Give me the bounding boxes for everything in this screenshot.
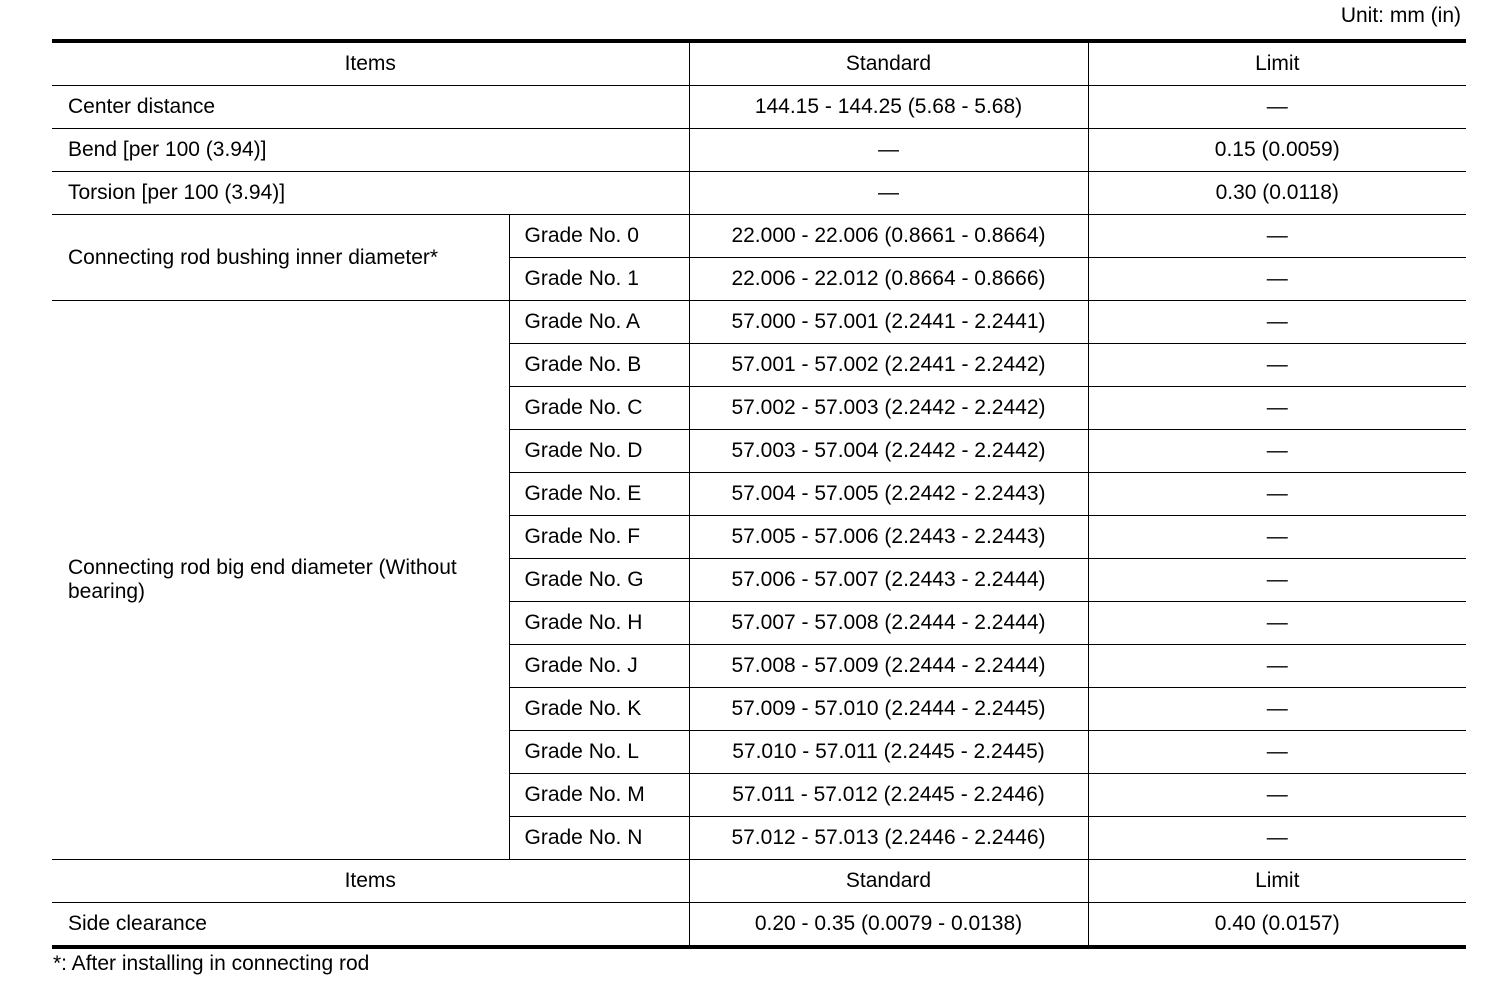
row-limit: 0.40 (0.0157) [1088,903,1466,948]
row-standard: — [689,129,1088,172]
header-limit: Limit [1088,41,1466,86]
grade-limit: — [1088,215,1466,258]
grade-limit: — [1088,774,1466,817]
grade-limit: — [1088,602,1466,645]
grade-label: Grade No. F [509,516,689,559]
table-row-side-clearance [52,903,1466,948]
table-header-row [52,41,1466,86]
row-limit: 0.30 (0.0118) [1088,172,1466,215]
grade-standard: 57.012 - 57.013 (2.2446 - 2.2446) [689,817,1088,860]
grade-label: Grade No. D [509,430,689,473]
row-item: Torsion [per 100 (3.94)] [52,172,689,215]
grade-standard: 57.006 - 57.007 (2.2443 - 2.2444) [689,559,1088,602]
grade-label: Grade No. 1 [509,258,689,301]
grade-label: Grade No. E [509,473,689,516]
grade-limit: — [1088,387,1466,430]
row-limit: — [1088,86,1466,129]
grade-limit: — [1088,688,1466,731]
header-items: Items [52,860,689,903]
table-row-bend [52,129,1466,172]
grade-limit: — [1088,731,1466,774]
grade-standard: 57.007 - 57.008 (2.2444 - 2.2444) [689,602,1088,645]
footnote: *: After installing in connecting rod [53,952,370,975]
grade-standard: 57.005 - 57.006 (2.2443 - 2.2443) [689,516,1088,559]
grade-limit: — [1088,344,1466,387]
row-item: Side clearance [52,903,689,948]
grade-limit: — [1088,258,1466,301]
grade-label: Grade No. J [509,645,689,688]
grade-standard: 22.000 - 22.006 (0.8661 - 0.8664) [689,215,1088,258]
grade-limit: — [1088,301,1466,344]
row-standard: 0.20 - 0.35 (0.0079 - 0.0138) [689,903,1088,948]
big-end-item: Connecting rod big end diameter (Without bearing) [52,301,509,860]
grade-limit: — [1088,817,1466,860]
grade-standard: 57.008 - 57.009 (2.2444 - 2.2444) [689,645,1088,688]
grade-label: Grade No. C [509,387,689,430]
header-standard: Standard [689,860,1088,903]
grade-label: Grade No. M [509,774,689,817]
connecting-rod-spec-table [52,39,1466,949]
header-limit: Limit [1088,860,1466,903]
table-row-big-end [52,301,1466,344]
row-standard: 144.15 - 144.25 (5.68 - 5.68) [689,86,1088,129]
grade-label: Grade No. B [509,344,689,387]
table-header-row-2 [52,860,1466,903]
unit-label: Unit: mm (in) [1340,4,1461,27]
grade-standard: 57.000 - 57.001 (2.2441 - 2.2441) [689,301,1088,344]
grade-standard: 57.002 - 57.003 (2.2442 - 2.2442) [689,387,1088,430]
grade-standard: 57.004 - 57.005 (2.2442 - 2.2443) [689,473,1088,516]
bushing-item: Connecting rod bushing inner diameter* [52,215,509,301]
grade-label: Grade No. A [509,301,689,344]
grade-limit: — [1088,516,1466,559]
header-standard: Standard [689,41,1088,86]
grade-label: Grade No. K [509,688,689,731]
grade-standard: 57.011 - 57.012 (2.2445 - 2.2446) [689,774,1088,817]
row-limit: 0.15 (0.0059) [1088,129,1466,172]
grade-standard: 57.003 - 57.004 (2.2442 - 2.2442) [689,430,1088,473]
grade-limit: — [1088,645,1466,688]
header-items: Items [52,41,689,86]
grade-label: Grade No. L [509,731,689,774]
grade-label: Grade No. 0 [509,215,689,258]
grade-standard: 57.009 - 57.010 (2.2444 - 2.2445) [689,688,1088,731]
grade-limit: — [1088,430,1466,473]
grade-limit: — [1088,559,1466,602]
row-item: Center distance [52,86,689,129]
table-row-bushing [52,215,1466,258]
grade-standard: 57.001 - 57.002 (2.2441 - 2.2442) [689,344,1088,387]
grade-standard: 57.010 - 57.011 (2.2445 - 2.2445) [689,731,1088,774]
grade-label: Grade No. N [509,817,689,860]
grade-label: Grade No. G [509,559,689,602]
table-row-torsion [52,172,1466,215]
table-row-center-distance [52,86,1466,129]
grade-standard: 22.006 - 22.012 (0.8664 - 0.8666) [689,258,1088,301]
row-standard: — [689,172,1088,215]
grade-label: Grade No. H [509,602,689,645]
grade-limit: — [1088,473,1466,516]
row-item: Bend [per 100 (3.94)] [52,129,689,172]
